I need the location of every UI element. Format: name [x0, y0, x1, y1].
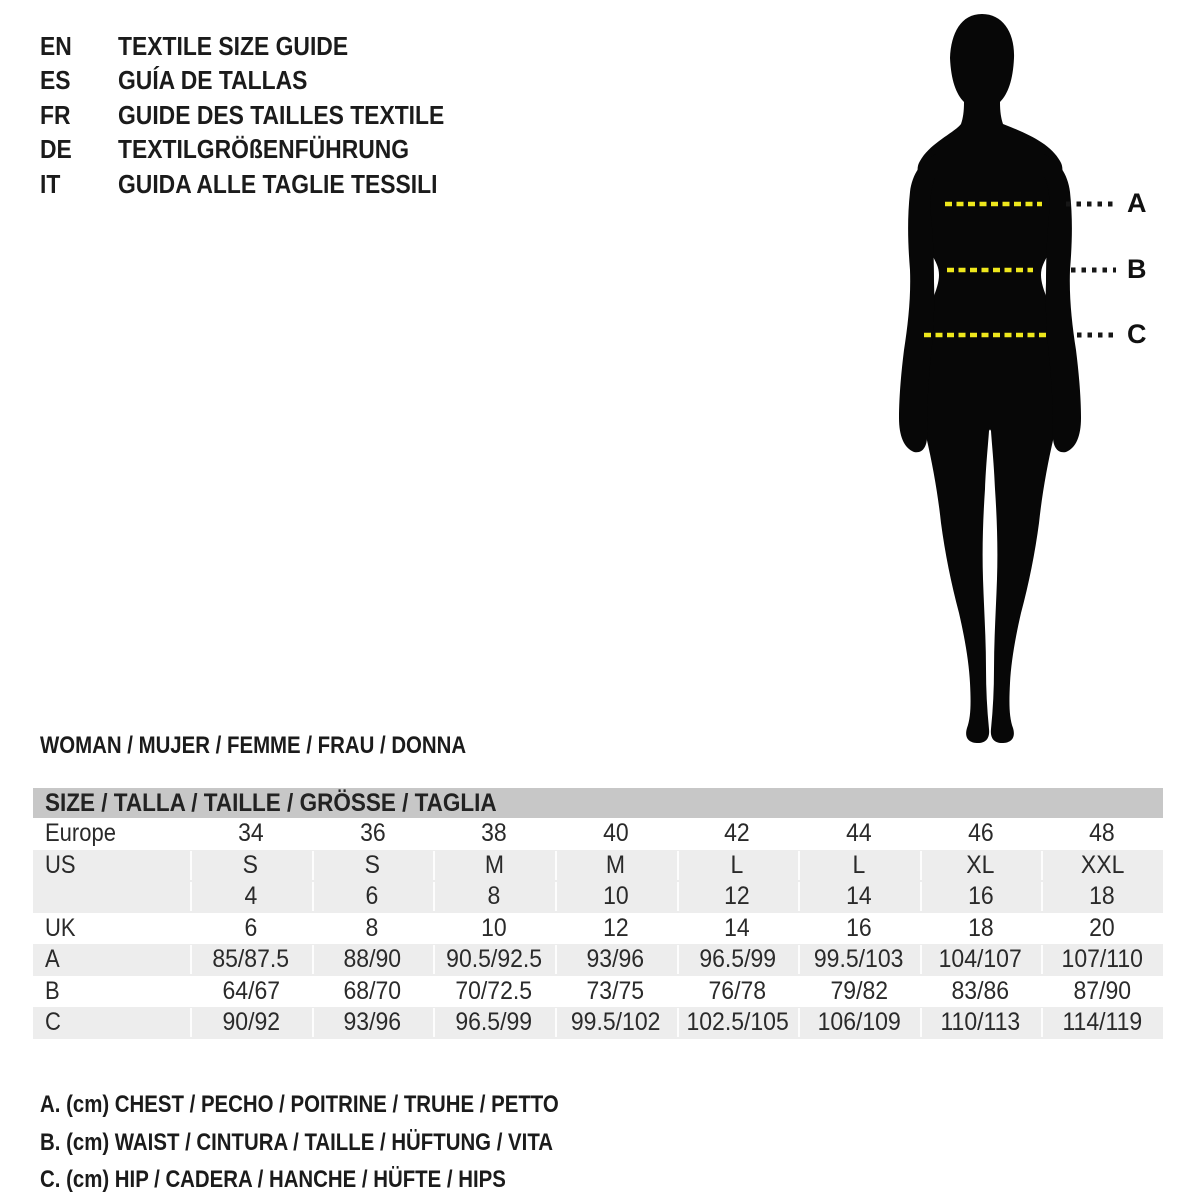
- size-value: 16: [846, 913, 872, 942]
- size-value: XL: [966, 850, 995, 879]
- size-value: S: [364, 850, 381, 879]
- size-value: 42: [724, 819, 751, 848]
- language-code: EN: [40, 31, 72, 61]
- guide-title-de: TEXTILGRÖßENFÜHRUNG: [118, 134, 410, 165]
- woman-body-silhouette: [913, 14, 1067, 743]
- size-value: 36: [359, 819, 386, 848]
- size-value: 64/67: [222, 976, 280, 1005]
- hip-marker-label: C: [1127, 319, 1147, 349]
- legend-hip: [40, 1167, 650, 1200]
- size-value: 90.5/92.5: [446, 945, 543, 974]
- size-value: 38: [481, 819, 507, 848]
- size-value: 4: [244, 882, 258, 911]
- row-label: UK: [45, 913, 76, 942]
- guide-title-es: GUÍA DE TALLAS: [118, 65, 308, 96]
- chest-marker-label: A: [1127, 188, 1147, 218]
- size-value: 34: [238, 819, 264, 848]
- measurement-legend: [40, 1092, 650, 1200]
- size-value: 70/72.5: [455, 976, 533, 1005]
- language-code: ES: [40, 65, 71, 96]
- size-value: 110/113: [940, 1008, 1021, 1037]
- table-row-europe: [33, 818, 1163, 850]
- size-value: 93/96: [343, 1008, 402, 1037]
- size-value: S: [243, 850, 259, 879]
- waist-marker-label: B: [1127, 254, 1147, 284]
- size-value: 8: [487, 882, 501, 911]
- size-table: [33, 788, 1163, 1039]
- language-code: FR: [40, 99, 71, 130]
- row-label: Europe: [45, 819, 116, 848]
- size-value: 16: [967, 882, 994, 911]
- size-value: 99.5/103: [814, 945, 904, 974]
- size-value: 107/110: [1061, 945, 1143, 974]
- size-value: 93/96: [586, 945, 645, 974]
- size-value: 83/86: [951, 976, 1010, 1005]
- size-value: 6: [366, 882, 379, 911]
- row-label: C: [45, 1008, 61, 1037]
- language-code: IT: [40, 168, 61, 199]
- size-value: 14: [846, 882, 872, 911]
- size-value: 114/119: [1062, 1008, 1143, 1037]
- table-row-waist: [33, 976, 1163, 1008]
- size-value: 48: [1089, 819, 1115, 848]
- size-value: M: [484, 850, 504, 879]
- size-value: L: [852, 850, 866, 879]
- size-value: 87/90: [1073, 976, 1131, 1005]
- size-value: 85/87.5: [212, 945, 290, 974]
- size-value: 40: [602, 819, 629, 848]
- size-value: 102.5/105: [686, 1008, 789, 1037]
- row-label: B: [45, 976, 60, 1005]
- size-value: 46: [967, 819, 994, 848]
- size-value: 90/92: [222, 1008, 280, 1037]
- size-value: 10: [602, 882, 629, 911]
- size-value: 106/109: [817, 1008, 901, 1037]
- guide-title-en: TEXTILE SIZE GUIDE: [118, 31, 349, 61]
- table-row-uk: [33, 913, 1163, 945]
- size-value: 8: [366, 913, 379, 942]
- size-value: 12: [724, 882, 751, 911]
- size-value: 99.5/102: [570, 1008, 661, 1037]
- size-value: XXL: [1080, 850, 1124, 879]
- size-value: L: [730, 850, 744, 879]
- section-title-text: WOMAN / MUJER / FEMME / FRAU / DONNA: [40, 732, 467, 759]
- legend-chest: [40, 1092, 650, 1130]
- guide-title-fr: GUIDE DES TAILLES TEXTILE: [118, 99, 445, 130]
- row-label: US: [45, 850, 76, 879]
- legend-waist: [40, 1130, 650, 1168]
- table-row-us-letter: [33, 850, 1163, 882]
- size-value: 20: [1089, 913, 1115, 942]
- size-value: 14: [724, 913, 751, 942]
- table-row-us-number: [33, 881, 1163, 913]
- legend-hip-text: C. (cm) HIP / CADERA / HANCHE / HÜFTE / HIPS: [40, 1166, 506, 1193]
- size-value: 68/70: [343, 976, 402, 1005]
- size-value: 18: [1089, 882, 1115, 911]
- size-value: 79/82: [830, 976, 888, 1005]
- table-row-hip: [33, 1007, 1163, 1039]
- size-value: 18: [967, 913, 994, 942]
- language-code: DE: [40, 134, 72, 165]
- size-value: 96.5/99: [455, 1008, 533, 1037]
- size-value: 88/90: [343, 945, 402, 974]
- size-value: 73/75: [586, 976, 645, 1005]
- size-value: 96.5/99: [698, 945, 776, 974]
- table-row-chest: [33, 944, 1163, 976]
- row-label: A: [45, 945, 60, 974]
- size-table-header: [33, 788, 1163, 818]
- size-value: M: [606, 850, 626, 879]
- legend-waist-text: B. (cm) WAIST / CINTURA / TAILLE / HÜFTUNG / VITA: [40, 1128, 554, 1156]
- size-value: 44: [846, 819, 872, 848]
- section-title-woman: [40, 734, 541, 758]
- size-table-header-text: SIZE / TALLA / TAILLE / GRÖSSE / TAGLIA: [45, 788, 497, 817]
- size-value: 6: [244, 913, 258, 942]
- guide-title-it: GUIDA ALLE TAGLIE TESSILI: [118, 168, 438, 199]
- legend-chest-text: A. (cm) CHEST / PECHO / POITRINE / TRUHE / PETTO: [40, 1091, 559, 1118]
- size-value: 76/78: [708, 976, 767, 1005]
- size-value: 12: [602, 913, 629, 942]
- woman-silhouette-figure: [880, 0, 1200, 760]
- size-value: 10: [481, 913, 507, 942]
- size-value: 104/107: [938, 945, 1023, 974]
